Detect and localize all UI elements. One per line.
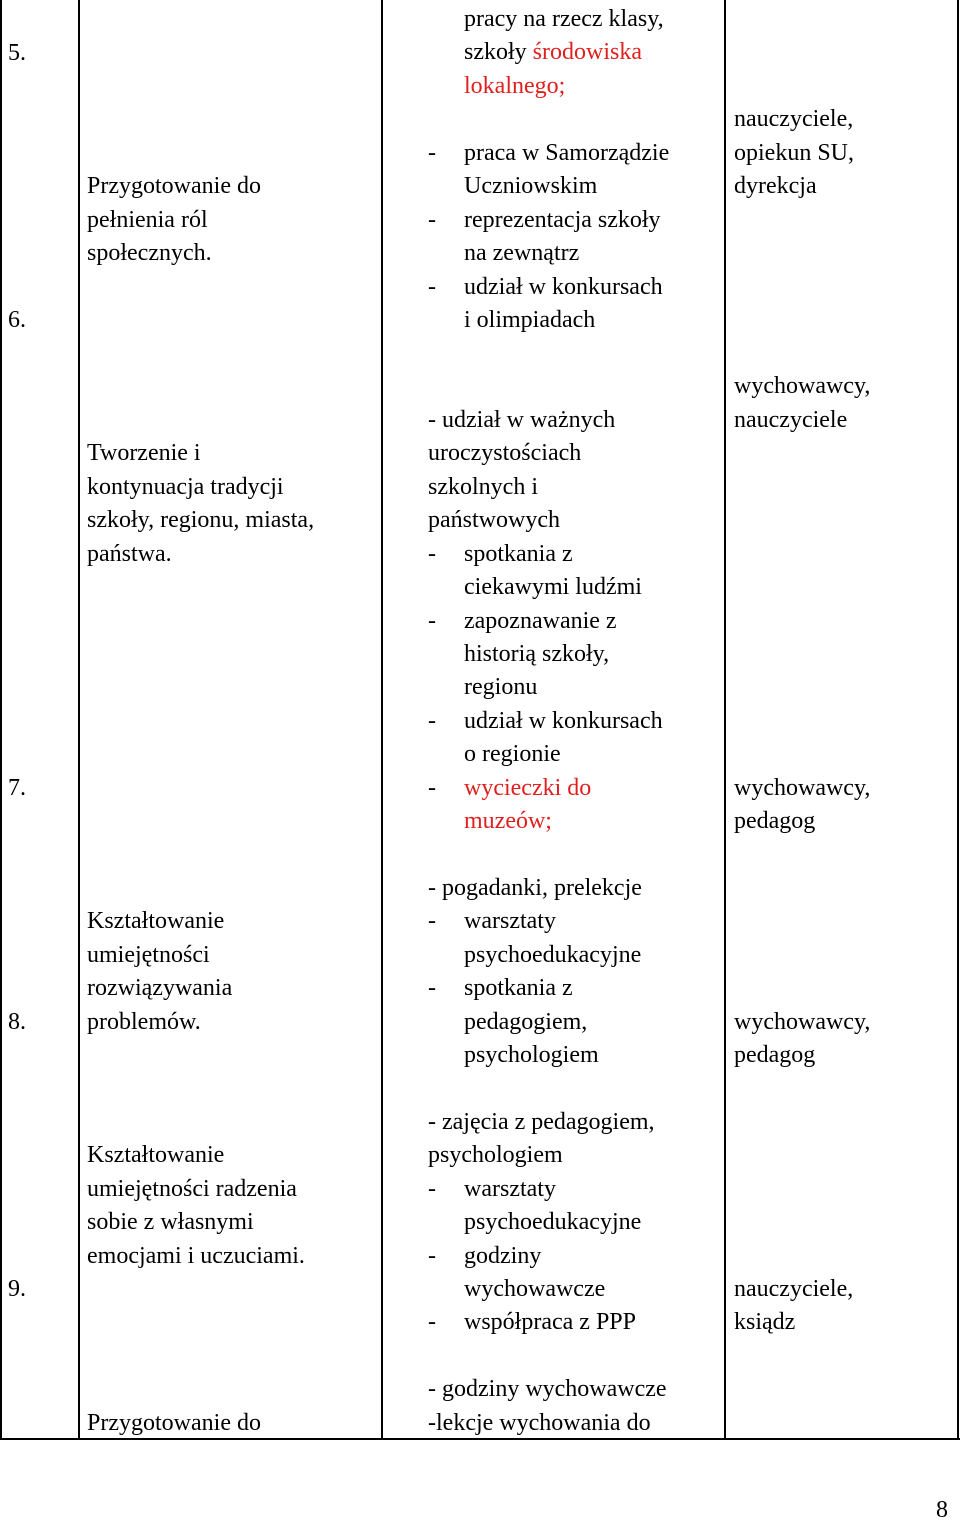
topic-line: Tworzenie i xyxy=(87,440,201,466)
person-line: wychowawcy, xyxy=(734,373,871,399)
person-line: nauczyciele, xyxy=(734,106,854,132)
form-line: - pogadanki, prelekcje xyxy=(428,875,642,901)
topic-line: emocjami i uczuciami. xyxy=(87,1243,305,1269)
form-line: psychologiem xyxy=(464,1042,599,1068)
person-line: wychowawcy, xyxy=(734,775,871,801)
form-line: reprezentacja szkoły xyxy=(464,207,661,233)
bullet-dash: - xyxy=(428,140,436,166)
person-line: ksiądz xyxy=(734,1309,796,1335)
form-line: praca w Samorządzie xyxy=(464,140,670,166)
table-border-right xyxy=(957,0,959,1440)
topic-line: umiejętności radzenia xyxy=(87,1176,297,1202)
form-text-highlight: środowiska xyxy=(532,39,642,65)
bullet-dash: - xyxy=(428,207,436,233)
form-line: - zajęcia z pedagogiem, xyxy=(428,1109,655,1135)
topic-line: Kształtowanie xyxy=(87,1142,225,1168)
form-line: psychologiem xyxy=(428,1142,563,1168)
person-line: nauczyciele xyxy=(734,407,848,433)
bullet-dash: - xyxy=(428,1176,436,1202)
row-number: 9. xyxy=(8,1276,26,1302)
form-line: historią szkoły, xyxy=(464,641,610,667)
form-line-highlight: muzeów; xyxy=(464,808,552,834)
row-number: 5. xyxy=(8,40,26,66)
topic-line: rozwiązywania xyxy=(87,975,233,1001)
form-text: szkoły xyxy=(464,39,533,65)
form-line-highlight: lokalnego; xyxy=(464,73,566,99)
topic-line: społecznych. xyxy=(87,240,212,266)
bullet-dash: - xyxy=(428,541,436,567)
form-line: udział w konkursach xyxy=(464,708,663,734)
person-line: opiekun SU, xyxy=(734,140,854,166)
topic-line: kontynuacja tradycji xyxy=(87,474,284,500)
bullet-dash: - xyxy=(428,608,436,634)
form-line: spotkania z xyxy=(464,541,573,567)
bullet-dash: - xyxy=(428,1309,436,1335)
topic-line: pełnienia ról xyxy=(87,207,208,233)
bullet-dash: - xyxy=(428,1243,436,1269)
form-line: szkolnych i xyxy=(428,474,538,500)
form-line: - udział w ważnych xyxy=(428,407,616,433)
form-line: udział w konkursach xyxy=(464,274,663,300)
topic-line: Przygotowanie do xyxy=(87,1410,261,1436)
form-line: Uczniowskim xyxy=(464,173,598,199)
form-line: regionu xyxy=(464,674,538,700)
person-line: wychowawcy, xyxy=(734,1009,871,1035)
row-number: 7. xyxy=(8,775,26,801)
bullet-dash: - xyxy=(428,975,436,1001)
table-column-divider xyxy=(724,0,726,1440)
person-line: pedagog xyxy=(734,1042,816,1068)
form-line: pedagogiem, xyxy=(464,1009,588,1035)
form-line: - godziny wychowawcze xyxy=(428,1376,667,1402)
form-line: -lekcje wychowania do xyxy=(428,1410,651,1436)
form-line: psychoedukacyjne xyxy=(464,1209,642,1235)
form-line-highlight: wycieczki do xyxy=(464,775,592,801)
bullet-dash: - xyxy=(428,274,436,300)
form-line: o regionie xyxy=(464,741,561,767)
form-line: na zewnątrz xyxy=(464,240,580,266)
form-line: godziny xyxy=(464,1243,542,1269)
form-line: psychoedukacyjne xyxy=(464,942,642,968)
topic-line: sobie z własnymi xyxy=(87,1209,254,1235)
form-line: warsztaty xyxy=(464,908,556,934)
person-line: nauczyciele, xyxy=(734,1276,854,1302)
form-line: uroczystościach xyxy=(428,440,582,466)
table-border-left xyxy=(0,0,2,1440)
form-line: zapoznawanie z xyxy=(464,608,617,634)
topic-line: Przygotowanie do xyxy=(87,173,261,199)
topic-line: Kształtowanie xyxy=(87,908,225,934)
row-number: 6. xyxy=(8,307,26,333)
form-line: spotkania z xyxy=(464,975,573,1001)
page-number: 8 xyxy=(936,1497,948,1523)
topic-line: problemów. xyxy=(87,1009,201,1035)
form-line: wychowawcze xyxy=(464,1276,606,1302)
bullet-dash: - xyxy=(428,708,436,734)
form-line xyxy=(464,36,642,70)
topic-line: państwa. xyxy=(87,541,172,567)
form-line: warsztaty xyxy=(464,1176,556,1202)
form-line: współpraca z PPP xyxy=(464,1309,636,1335)
form-line: ciekawymi ludźmi xyxy=(464,574,642,600)
table-column-divider xyxy=(381,0,383,1440)
row-number: 8. xyxy=(8,1009,26,1035)
table-column-divider xyxy=(78,0,80,1440)
form-line: i olimpiadach xyxy=(464,307,596,333)
topic-line: szkoły, regionu, miasta, xyxy=(87,507,315,533)
form-line: państwowych xyxy=(428,507,560,533)
bullet-dash: - xyxy=(428,775,436,801)
form-line: pracy na rzecz klasy, xyxy=(464,6,664,32)
person-line: dyrekcja xyxy=(734,173,817,199)
bullet-dash: - xyxy=(428,908,436,934)
topic-line: umiejętności xyxy=(87,942,210,968)
person-line: pedagog xyxy=(734,808,816,834)
